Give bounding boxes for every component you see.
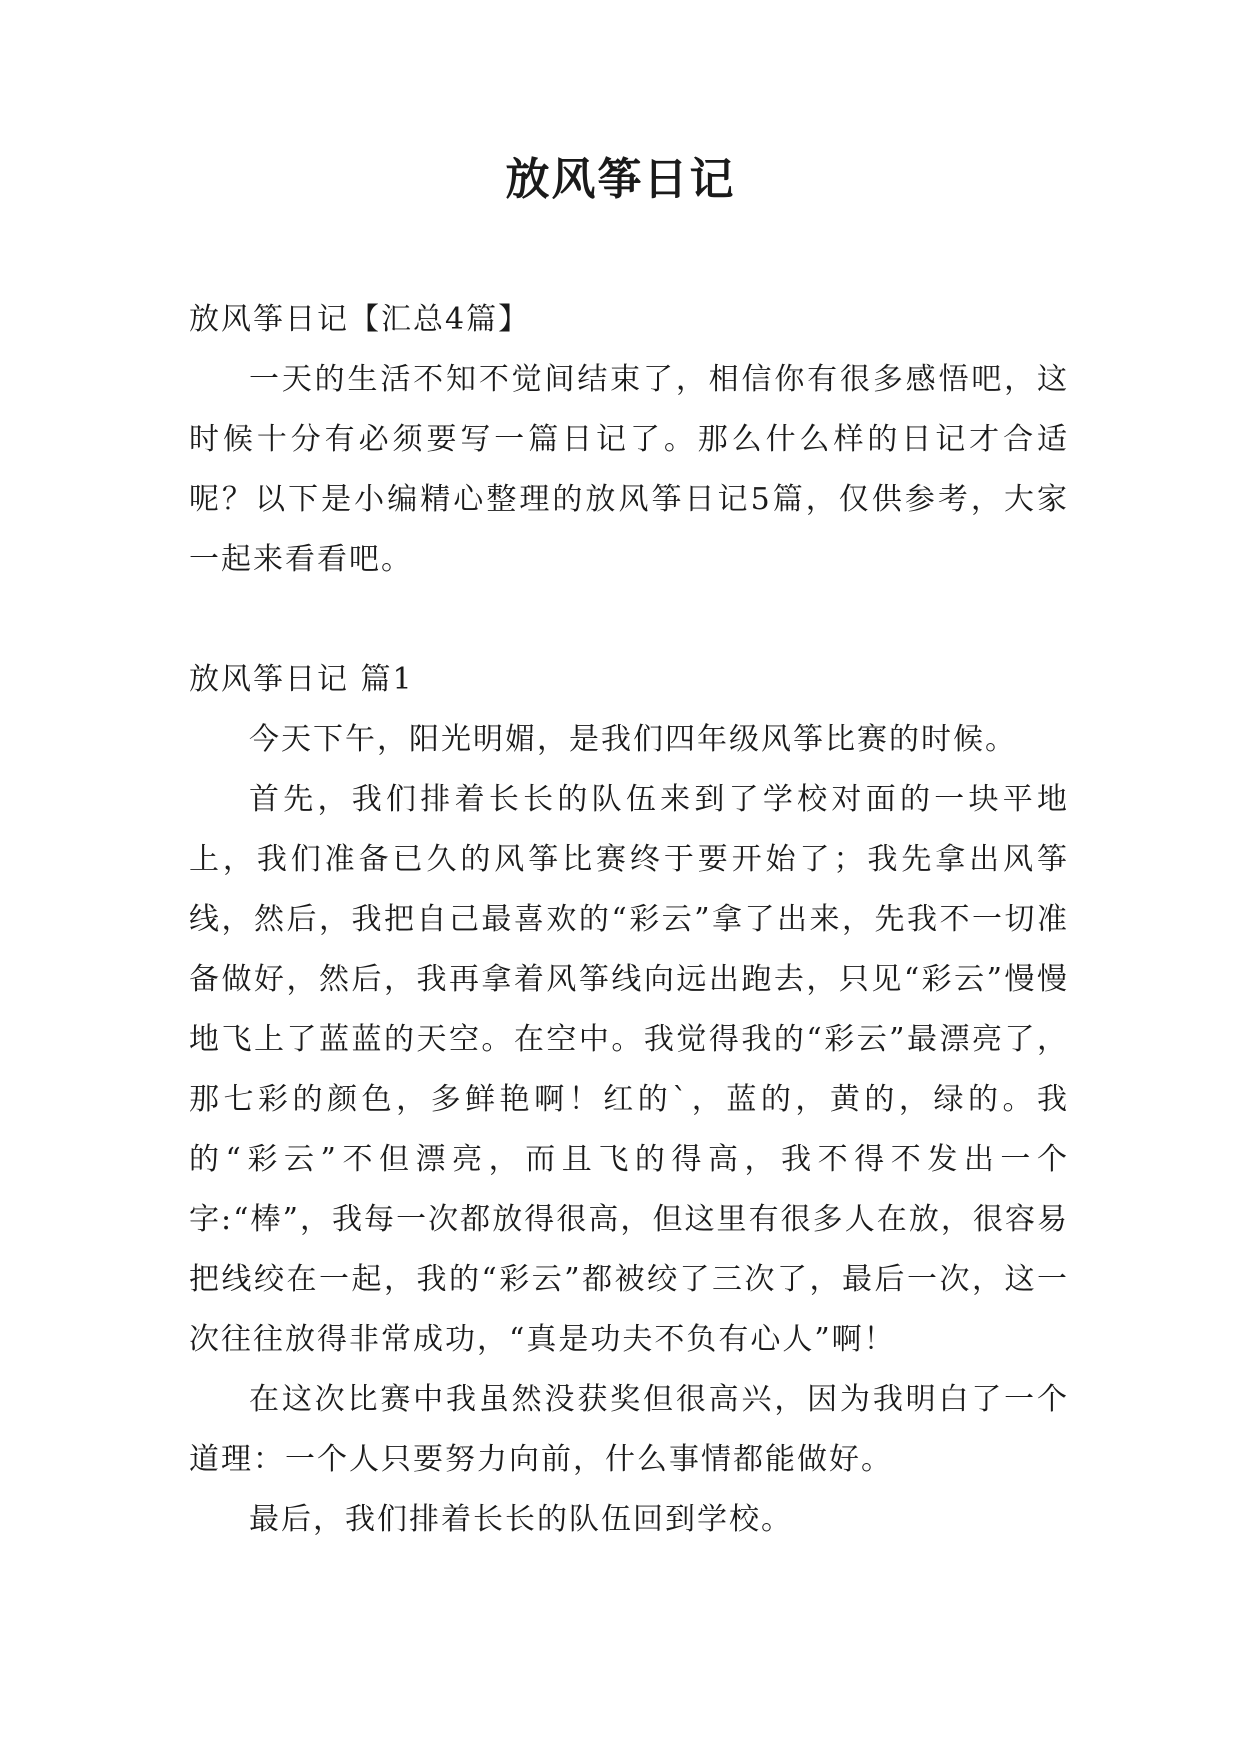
- section-1-paragraph-1: 今天下午，阳光明媚，是我们四年级风筝比赛的时候。: [249, 722, 1017, 757]
- section-1-paragraph-4: 最后，我们排着长长的队伍回到学校。: [249, 1502, 793, 1537]
- intro-paragraph: 一天的生活不知不觉间结束了，相信你有很多感悟吧，这时候十分有必须要写一篇日记了。那么什么样的日记才合适呢？以下是小编精心整理的放风筝日记5篇，仅供参考，大家一起来看看吧。: [189, 362, 1069, 577]
- document-title: 放风筝日记: [505, 154, 736, 205]
- section-spacer: [189, 590, 1069, 650]
- intro-heading: 放风筝日记【汇总4篇】: [189, 302, 531, 337]
- section-1-paragraph-2: 首先，我们排着长长的队伍来到了学校对面的一块平地上，我们准备已久的风筝比赛终于要开始了；我先拿出风筝线，然后，我把自己最喜欢的“彩云”拿了出来，先我不一切准备做好，然后，我再拿着风筝线向远出跑去，只见“彩云”慢慢地飞上了蓝蓝的天空。在空中。我觉得我的“彩云”最漂亮了，那七彩的颜色，多鲜艳啊！红的`，蓝的，黄的，绿的。我的“彩云”不但漂亮，而且飞的得高，我不得不发出一个字:“棒”，我每一次都放得很高，但这里有很多人在放，很容易把线绞在一起，我的“彩云”都被绞了三次了，最后一次，这一次往往放得非常成功，“真是功夫不负有心人”啊！: [189, 782, 1069, 1357]
- document-body: [189, 290, 1069, 1550]
- section-1-heading: 放风筝日记 篇1: [189, 662, 414, 697]
- section-1-paragraph-3: 在这次比赛中我虽然没获奖但很高兴，因为我明白了一个道理：一个人只要努力向前，什么事情都能做好。: [189, 1382, 1069, 1477]
